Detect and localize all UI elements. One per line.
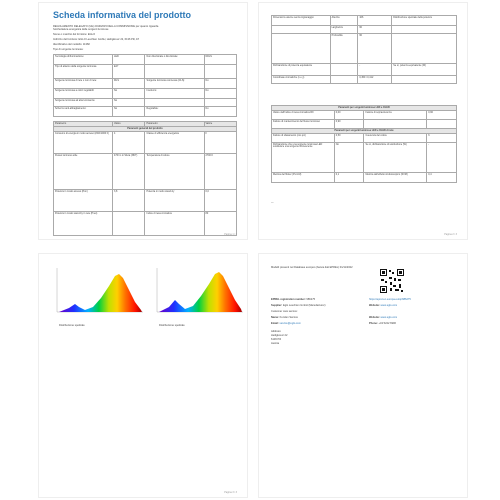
- table-cell: 3,8: [113, 189, 145, 211]
- table-cell: [145, 65, 204, 79]
- table-cell: Classe di efficienza energetica: [145, 131, 204, 153]
- table-row: [54, 55, 237, 65]
- page-number: Pagina 1 / 3: [224, 233, 237, 236]
- table-cell: No: [204, 79, 236, 89]
- website2-link[interactable]: www.eglo.com: [380, 316, 398, 319]
- table-cell: [204, 65, 236, 79]
- eprel-top-line: Modelli presenti nel Database europeo (banca dati EPREL) 01/11/2022: [271, 266, 353, 269]
- table-cell: Tipo di attacco della sorgente luminosa: [54, 65, 113, 79]
- table-row: [272, 172, 457, 182]
- table-row: [272, 119, 457, 128]
- table-row: [54, 153, 237, 189]
- table-cell: [330, 64, 358, 76]
- page-1: [38, 2, 248, 240]
- table-cell: Sorgente luminosa di rete o non di rete:: [54, 79, 113, 89]
- table-row: [272, 133, 457, 142]
- table-cell: 2700 K: [204, 153, 236, 189]
- table-row: [272, 76, 457, 84]
- table-cell: [392, 34, 457, 64]
- table-cell: 0,459 / 0,412: [358, 76, 392, 84]
- led-parameters-table: [271, 105, 457, 183]
- table-cell: Flusso luminoso utile: [54, 153, 113, 189]
- spectrum-chart-right: [147, 260, 247, 322]
- page-3: [38, 253, 248, 498]
- table-cell: Schermo anti-abbagliamento:: [54, 107, 113, 117]
- table-cell: [145, 99, 204, 107]
- band-title: Parametri per sorgenti luminose LED e OLED di rete: [272, 128, 457, 133]
- table-cell: 0,00: [334, 110, 364, 119]
- table-row: [272, 26, 457, 34]
- table-cell: [364, 119, 427, 128]
- name-value: Kunden Service: [279, 316, 298, 319]
- parameters-table: [53, 121, 237, 236]
- website2-label: Website:: [369, 316, 380, 319]
- address-line: Indirizzo del fornitore: EGLO Leuchten GmbH, Heiligkreuz 22, 6136 Pill, AT: [53, 38, 140, 41]
- phone-value: +43 5242 6996: [378, 322, 396, 325]
- supplier-label: Supplier:: [271, 304, 283, 307]
- table-cell: [272, 34, 331, 64]
- spectrum-caption-right: Distribuzione spettrale: [159, 324, 185, 327]
- table-cell: Metrica del flicker (Pst LM): [272, 172, 335, 182]
- table-cell: No: [113, 107, 145, 117]
- table-cell: 4: [113, 131, 145, 153]
- table-row: [54, 131, 237, 153]
- table-cell: No: [334, 142, 364, 172]
- spectrum-chart-left: [47, 260, 147, 322]
- table-cell: Potenza in modo stand-by: [145, 189, 204, 211]
- table-row: [54, 211, 237, 235]
- table-cell: E27: [113, 65, 145, 79]
- table-cell: 6: [427, 133, 457, 142]
- table-cell: [392, 76, 457, 84]
- table-row: [54, 65, 237, 79]
- page-2: [258, 2, 468, 240]
- table-cell: MLS: [113, 79, 145, 89]
- spectrum-caption-left: Distribuzione spettrale: [59, 324, 85, 327]
- table-cell: 0,90: [427, 110, 457, 119]
- eprel-link[interactable]: https://eprel.ec.europa.eu/qr/986275: [369, 298, 411, 301]
- table-cell: Larghezza: [330, 26, 358, 34]
- table-cell: Profondità: [330, 34, 358, 64]
- table-cell: Distribuzione spettrale della potenza: [392, 16, 457, 26]
- phone-label: Phone:: [369, 322, 378, 325]
- table-cell: Dichiarazione che una sorgente luminosa LED sostituisce una sorgente fluorescente: [272, 142, 335, 172]
- table-row: [272, 110, 457, 119]
- table-cell: Dichiarazione di potenza equivalente: [272, 64, 331, 76]
- qr-code: [379, 268, 405, 294]
- table-cell: -: [358, 64, 392, 76]
- table-cell: 470 lm in Sfera (360°): [113, 153, 145, 189]
- supplier-line: Nome o marchio del fornitore: EGLO: [53, 33, 96, 36]
- table-row: [54, 79, 237, 89]
- eprel-value: 986275: [306, 298, 316, 301]
- email-label: Email:: [271, 322, 279, 325]
- page-title: Scheda informativa del prodotto: [53, 10, 192, 20]
- supplier-value: Eglo Leuchten GmbH (Manufacturer): [282, 304, 326, 307]
- column-header: Parametro: [54, 122, 113, 127]
- table-cell: [330, 76, 358, 84]
- table-cell: LED: [113, 55, 145, 65]
- table-cell: Metrica dell'effetto stroboscopico (SVM): [364, 172, 427, 182]
- table-row: [272, 142, 457, 172]
- table-cell: Se sì, dichiarazione di sostituzione (W): [364, 142, 427, 172]
- table-cell: Potenza in modo acceso (Pon): [54, 189, 113, 211]
- band-title: Parametri per sorgenti luminose LED e OLED: [272, 106, 457, 111]
- table-row: [272, 64, 457, 76]
- column-header: Parametro: [145, 122, 204, 127]
- table-row: [54, 99, 237, 107]
- footnote-line: —: [271, 201, 274, 204]
- table-cell: [392, 26, 457, 34]
- table-cell: Involucro:: [145, 89, 204, 99]
- model-line: Identificativo del modello: 11382: [53, 43, 90, 46]
- header-line-2: l'etichettatura energetica delle sorgenti luminose: [53, 28, 109, 31]
- email-link[interactable]: service@eglo.com: [279, 322, 301, 325]
- table-cell: Valore dell'indice di resa cromatica R9: [272, 110, 335, 119]
- table-row: [54, 107, 237, 117]
- page-4: [258, 253, 468, 498]
- table-cell: No: [113, 99, 145, 107]
- table-cell: 106: [358, 16, 392, 26]
- table-cell: Sorgente luminosa ad alta luminanza:: [54, 99, 113, 107]
- address-label: Address:: [271, 330, 282, 333]
- table-cell: No: [204, 107, 236, 117]
- table-cell: Non direzionale o direzionale:: [145, 55, 204, 65]
- table-row: [272, 16, 457, 26]
- page-number: Pagina 2 / 3: [444, 233, 457, 236]
- band-title: Parametri generali del prodotto: [54, 126, 237, 131]
- table-cell: Altezza: [330, 16, 358, 26]
- table-cell: Sorgente luminosa connessa (CLS):: [145, 79, 204, 89]
- table-row: [54, 189, 237, 211]
- table-cell: Se sì, potenza equivalente (W): [392, 64, 457, 76]
- table-cell: Potenza in modo stand-by in rete (Pnet): [54, 211, 113, 235]
- table-row: [272, 34, 457, 64]
- table-cell: 80: [204, 211, 236, 235]
- website-label: Website:: [369, 304, 380, 307]
- lighting-type-table: [53, 54, 237, 117]
- table-cell: Fattore di sfasamento (cos φ1): [272, 133, 335, 142]
- table-cell: 0,50: [334, 133, 364, 142]
- table-cell: Tecnologia di illuminazione:: [54, 55, 113, 65]
- table-cell: 0,4: [427, 172, 457, 182]
- table-cell: [427, 119, 457, 128]
- table-cell: Fattore di sopravvivenza: [364, 110, 427, 119]
- header-line-1: REGOLAMENTO DELEGATO (UE) 2019/2015 DELLA COMMISSIONE per quanto riguarda: [53, 25, 159, 28]
- table-cell: Regolabile:: [145, 107, 204, 117]
- table-cell: No: [204, 89, 236, 99]
- column-header: Valore: [113, 122, 145, 127]
- table-cell: 0,0: [204, 189, 236, 211]
- name-label: Name:: [271, 316, 279, 319]
- table-cell: Coerenza del colore: [364, 133, 427, 142]
- table-cell: Sorgente luminosa a colori regolabili:: [54, 89, 113, 99]
- table-cell: Indice di resa cromatica: [145, 211, 204, 235]
- page-number: Pagina 3 / 3: [224, 491, 237, 494]
- table-cell: F: [204, 131, 236, 153]
- table-cell: [272, 26, 331, 34]
- table-cell: [204, 99, 236, 107]
- table-cell: -: [427, 142, 457, 172]
- address-line-3: Austria: [271, 342, 280, 345]
- table-cell: 60: [358, 34, 392, 64]
- table-cell: NDLS: [204, 55, 236, 65]
- address-line-2: 6136 Pill: [271, 338, 281, 341]
- table-cell: No: [113, 89, 145, 99]
- table-cell: 60: [358, 26, 392, 34]
- customer-care-label: Customer care service:: [271, 310, 298, 313]
- eprel-label: EPREL registration number:: [271, 298, 306, 301]
- table-cell: 0,90: [334, 119, 364, 128]
- table-cell: Coordinate cromatiche (x e y): [272, 76, 331, 84]
- table-row: [54, 89, 237, 99]
- table-cell: 0,1: [334, 172, 364, 182]
- address-line-1: Heiligkreuz 22: [271, 334, 288, 337]
- column-header: Valore: [204, 122, 236, 127]
- table-cell: Fattore di mantenimento del flusso luminoso: [272, 119, 335, 128]
- website-link[interactable]: www.eglo.com: [380, 304, 398, 307]
- type-line: Tipo di sorgente luminosa:: [53, 48, 84, 51]
- table-cell: Temperatura di colore: [145, 153, 204, 189]
- dimensions-table: [271, 15, 457, 84]
- table-cell: [113, 211, 145, 235]
- table-cell: Dimensioni esterne senza ingranaggio: [272, 16, 331, 26]
- table-cell: Consumo di energia in modo acceso (kWh/1000 h): [54, 131, 113, 153]
